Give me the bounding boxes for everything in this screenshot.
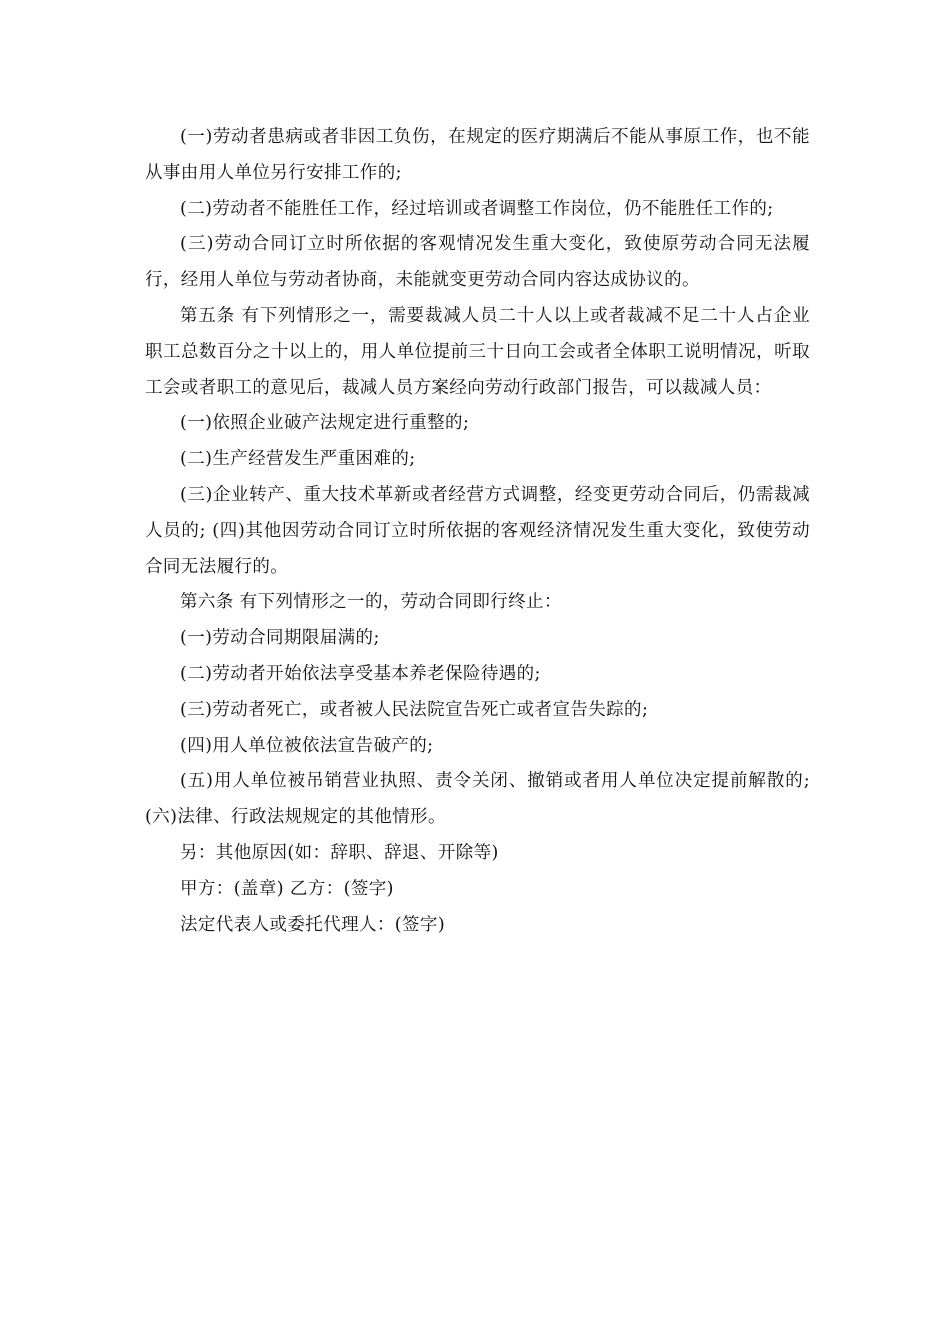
signature-parties: 甲方：(盖章) 乙方：(签字)	[180, 878, 394, 899]
paragraph-term-expired: (一)劳动合同期限届满的;	[180, 628, 380, 649]
paragraph-business-difficulty: (二)生产经营发生严重困难的;	[180, 449, 416, 470]
article-six: 第六条 有下列情形之一的，劳动合同即行终止：	[180, 592, 562, 613]
paragraph-illness-injury: (一)劳动者患病或者非因工负伤，在规定的医疗期满后不能从事原工作，也不能从事由用人单位另行安排工作的;	[145, 127, 810, 183]
document-body	[145, 120, 810, 943]
paragraph-incompetence: (二)劳动者不能胜任工作，经过培训或者调整工作岗位，仍不能胜任工作的;	[180, 198, 774, 219]
paragraph-employer-bankrupt: (四)用人单位被依法宣告破产的;	[180, 735, 434, 756]
paragraph-objective-change: (三)劳动合同订立时所依据的客观情况发生重大变化，致使原劳动合同无法履行，经用人单位与劳动者协商，未能就变更劳动合同内容达成协议的。	[145, 234, 810, 291]
signature-representative: 法定代表人或委托代理人：(签字)	[180, 914, 446, 935]
paragraph-other-reasons: 另：其他原因(如：辞职、辞退、开除等)	[180, 842, 499, 863]
paragraph-pension: (二)劳动者开始依法享受基本养老保险待遇的;	[180, 663, 541, 684]
paragraph-license-revoked: (五)用人单位被吊销营业执照、责令关闭、撤销或者用人单位决定提前解散的; (六)法律、行政法规规定的其他情形。	[145, 771, 810, 828]
article-five: 第五条 有下列情形之一，需要裁减人员二十人以上或者裁减不足二十人占企业职工总数百分之十以上的，用人单位提前三十日向工会或者全体职工说明情况，听取工会或者职工的意见后，裁减人员方案经向劳动行政部门报告，可以裁减人员：	[145, 305, 810, 398]
paragraph-restructuring: (三)企业转产、重大技术革新或者经营方式调整，经变更劳动合同后，仍需裁减人员的; (四)其他因劳动合同订立时所依据的客观经济情况发生重大变化，致使劳动合同无法履行的。	[145, 484, 810, 577]
paragraph-death: (三)劳动者死亡，或者被人民法院宣告死亡或者宣告失踪的;	[180, 699, 649, 720]
paragraph-bankruptcy-reorganization: (一)依照企业破产法规定进行重整的;	[180, 413, 470, 434]
